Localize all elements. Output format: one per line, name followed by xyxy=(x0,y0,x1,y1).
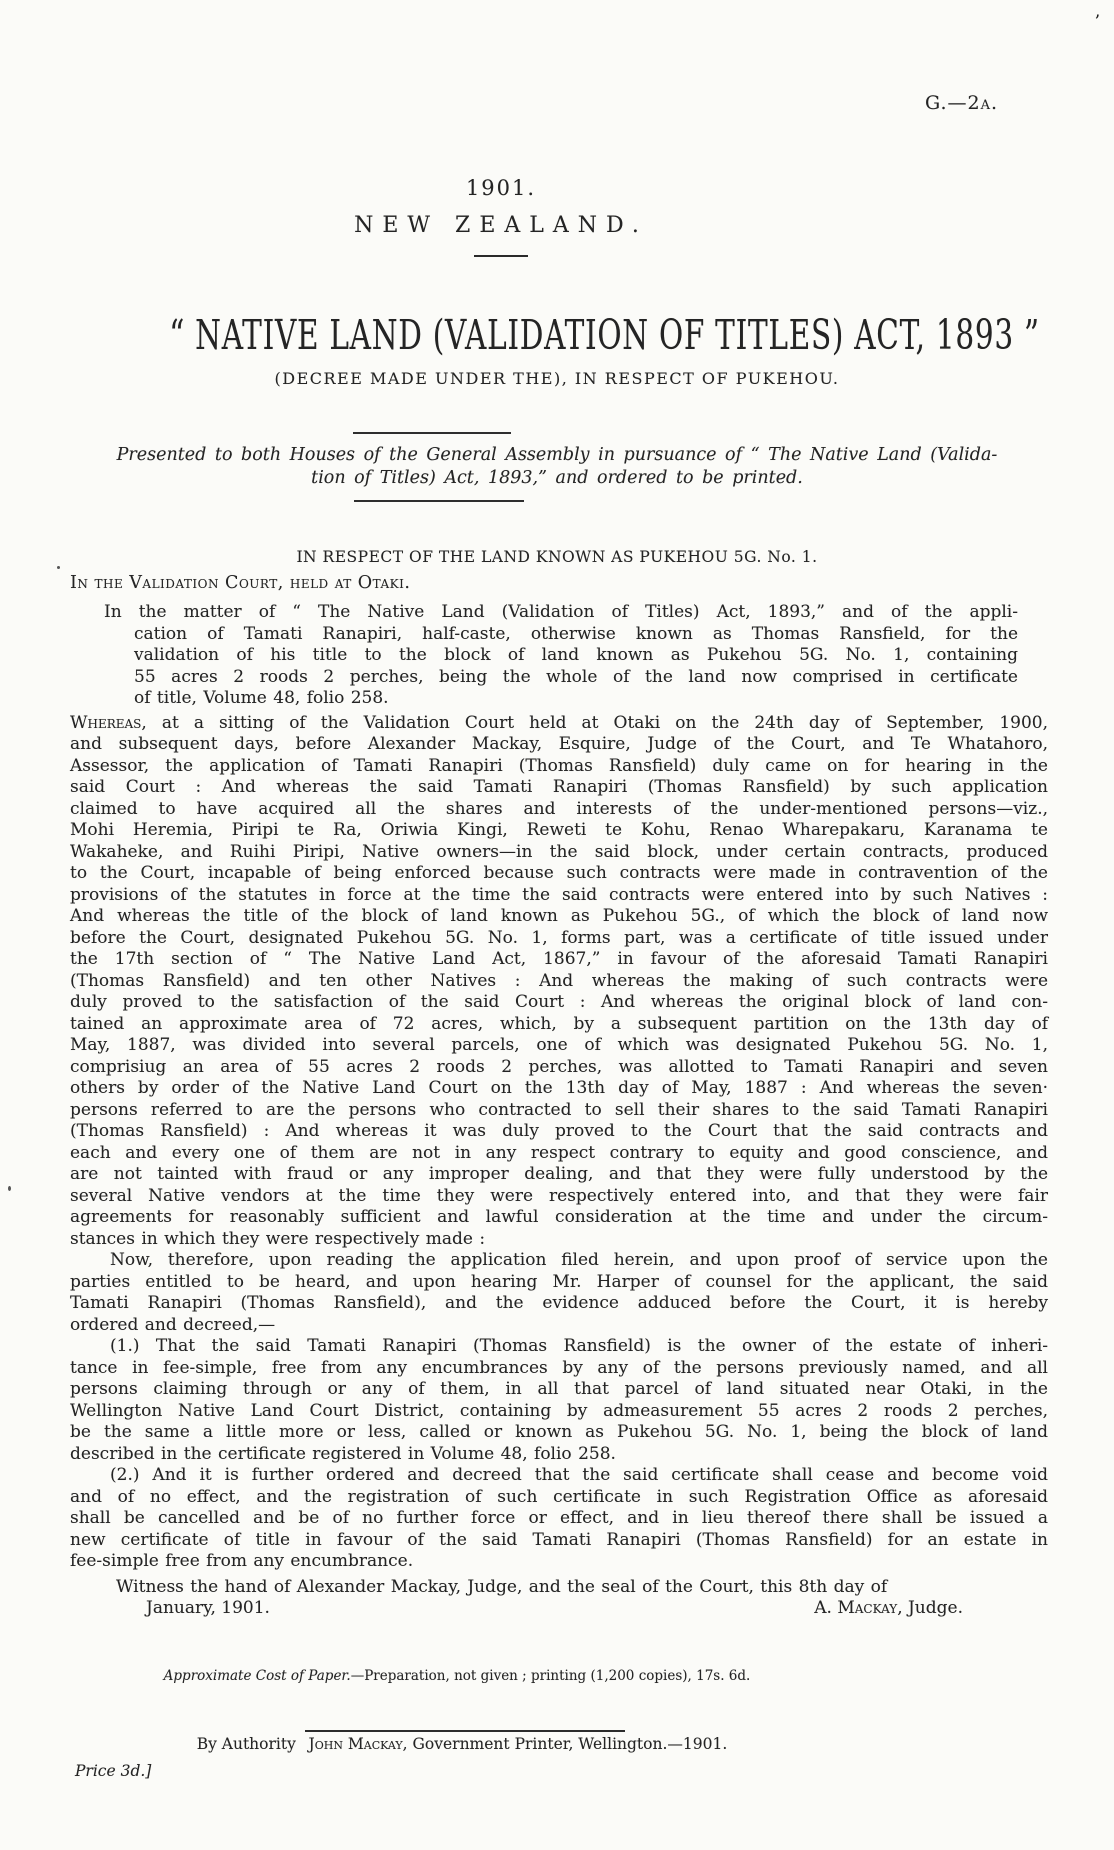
text-line: stances in which they were respectively made : xyxy=(70,1228,486,1249)
decree-2-paragraph xyxy=(70,1465,1048,1573)
divider-rule xyxy=(353,432,511,434)
text-line: duly proved to the satisfaction of the said Court : And whereas the original block of land con- xyxy=(70,992,1048,1012)
text-line: are not tainted with fraud or any improper dealing, and that they were fully understood by the xyxy=(70,1164,1048,1184)
text-line: tained an approximate area of 72 acres, which, by a subsequent partition on the 13th day of xyxy=(70,1013,1048,1034)
text-line: (2.) And it is further ordered and decreed that the said certificate shall cease and become void xyxy=(110,1465,1048,1485)
matter-paragraph xyxy=(104,602,1018,710)
text-line xyxy=(70,713,1048,735)
authority-prefix: By Authority xyxy=(196,1735,309,1753)
whereas-paragraph xyxy=(70,713,1048,1251)
text-line: tance in fee-simple, free from any encumbrances by any of the persons previously named, and all xyxy=(70,1357,1048,1378)
text-run: , at a sitting of the Validation Court held at Otaki on the 24th day of September, 1900, xyxy=(141,712,1048,733)
page-footer xyxy=(0,1668,1114,1753)
witness-clause xyxy=(70,1577,1048,1620)
judge-signature xyxy=(814,1598,963,1620)
text-line: Mohi Heremia, Piripi te Ra, Oriwia Kingi, Reweti te Kohu, Renao Wharepakaru, Karanama te xyxy=(70,820,1048,840)
text-line: persons claiming through or any of them, in all that parcel of land situated near Otaki, in the xyxy=(70,1379,1048,1399)
decree-1-paragraph xyxy=(70,1336,1048,1465)
signature-title: , Judge. xyxy=(897,1598,963,1618)
respect-heading: IN RESPECT OF THE LAND KNOWN AS PUKEHOU 5G. No. 1. xyxy=(296,548,818,566)
scan-speck xyxy=(57,566,60,569)
text-line: the 17th section of “ The Native Land Act, 1867,” in favour of the aforesaid Tamati Ranapiri xyxy=(70,949,1048,969)
text-line: provisions of the statutes in force at the time the said contracts were entered into by such Natives : xyxy=(70,884,1048,905)
masthead xyxy=(0,0,1002,257)
signature-initial: A. xyxy=(814,1598,838,1618)
text-line: (Thomas Ransfield) and ten other Natives : And whereas the making of such contracts were xyxy=(70,970,1048,991)
text-line: said Court : And whereas the said Tamati Ranapiri (Thomas Ransfield) by such application xyxy=(70,777,1048,797)
text-line: agreements for reasonably sufficient and lawful consideration at the time and under the circum- xyxy=(70,1207,1048,1227)
cost-text: —Preparation, not given ; printing (1,200 copies), 17s. 6d. xyxy=(350,1668,751,1684)
document-reference: G.—2a. xyxy=(924,92,998,114)
text-line: Tamati Ranapiri (Thomas Ransfield), and the evidence adduced before the Court, it is hereby xyxy=(70,1293,1048,1313)
court-heading: In the Validation Court, held at Otaki. xyxy=(70,573,411,593)
text-line: Assessor, the application of Tamati Ranapiri (Thomas Ransfield) duly came on for hearing in the xyxy=(70,755,1048,776)
text-line: fee-simple free from any encumbrance. xyxy=(70,1551,414,1571)
text-line: And whereas the title of the block of land known as Pukehou 5G., of which the block of land now xyxy=(70,906,1048,926)
text-line: described in the certificate registered in Volume 48, folio 258. xyxy=(70,1443,616,1464)
scan-speck: ’ xyxy=(1094,12,1100,32)
cost-label: Approximate Cost of Paper. xyxy=(163,1668,351,1684)
authority-imprint xyxy=(0,1735,1019,1753)
now-therefore-paragraph xyxy=(70,1250,1048,1336)
act-title-text: “ NATIVE LAND (VALIDATION OF TITLES) ACT, 1893 ” xyxy=(169,311,1040,359)
text-line: parties entitled to be heard, and upon hearing Mr. Harper of counsel for the applicant, the said xyxy=(70,1271,1048,1292)
price-label: Price 3d.] xyxy=(75,1762,152,1780)
scan-speck xyxy=(8,1186,11,1191)
signature-name: Mackay xyxy=(837,1598,898,1618)
text-line: ordered and decreed,— xyxy=(70,1314,276,1335)
text-line: claimed to have acquired all the shares and interests of the under-mentioned persons—viz., xyxy=(70,798,1048,819)
witness-date: January, 1901. xyxy=(146,1598,270,1618)
text-line: cation of Tamati Ranapiri, half-caste, otherwise known as Thomas Ransfield, for the xyxy=(134,623,1018,644)
year-heading: 1901. xyxy=(465,176,537,200)
divider-rule xyxy=(474,255,528,257)
text-line: (Thomas Ransfield) : And whereas it was duly proved to the Court that the said contracts and xyxy=(70,1121,1048,1141)
document-body xyxy=(70,602,1048,1620)
divider-rule xyxy=(354,500,524,502)
text-line: Wellington Native Land Court District, containing by admeasurement 55 acres 2 roods 2 perches, xyxy=(70,1400,1048,1421)
text-line: and of no effect, and the registration of such certificate in such Registration Office as aforesaid xyxy=(70,1486,1048,1507)
text-line: persons referred to are the persons who contracted to sell their shares to the said Tamati Ranapiri xyxy=(70,1099,1048,1120)
text-line: others by order of the Native Land Court on the 13th day of May, 1887 : And whereas the seven· xyxy=(70,1078,1048,1098)
act-subtitle: (DECREE MADE UNDER THE), IN RESPECT OF PUKEHOU. xyxy=(274,369,840,388)
text-line: Wakaheke, and Ruihi Piripi, Native owners—in the said block, under certain contracts, produced xyxy=(70,841,1048,862)
presented-line: tion of Titles) Act, 1893,” and ordered to be printed. xyxy=(311,468,803,488)
text-line: and subsequent days, before Alexander Mackay, Esquire, Judge of the Court, and Te Whatahoro, xyxy=(70,734,1048,754)
text-line: before the Court, designated Pukehou 5G. No. 1, forms part, was a certificate of title issued under xyxy=(70,927,1048,948)
text-line: Now, therefore, upon reading the application filed herein, and upon proof of service upon the xyxy=(110,1250,1048,1270)
witness-signature-line xyxy=(70,1598,1048,1620)
printer-name: John Mackay xyxy=(308,1735,403,1753)
presented-note xyxy=(0,444,1114,490)
act-title xyxy=(0,311,1069,359)
text-line: comprisiug an area of 55 acres 2 roods 2 perches, was allotted to Tamati Ranapiri and seven xyxy=(70,1056,1048,1077)
presented-line: Presented to both Houses of the General Assembly in pursuance of “ The Native Land (Valida- xyxy=(116,445,998,465)
text-line: In the matter of “ The Native Land (Validation of Titles) Act, 1893,” and of the appli- xyxy=(104,602,1018,622)
text-line: be the same a little more or less, called or known as Pukehou 5G. No. 1, being the block of land xyxy=(70,1422,1048,1442)
text-line: to the Court, incapable of being enforced because such contracts were made in contravention of the xyxy=(70,863,1048,883)
text-line: (1.) That the said Tamati Ranapiri (Thomas Ransfield) is the owner of the estate of inheri- xyxy=(110,1336,1048,1356)
text-line: new certificate of title in favour of the said Tamati Ranapiri (Thomas Ransfield) for an estate in xyxy=(70,1529,1048,1550)
text-line: shall be cancelled and be of no further force or effect, and in lieu thereof there shall be issued a xyxy=(70,1508,1048,1528)
whereas-lead: Whereas xyxy=(70,712,142,733)
text-line: validation of his title to the block of land known as Pukehou 5G. No. 1, containing xyxy=(134,645,1018,665)
text-line: 55 acres 2 roods 2 perches, being the whole of the land now comprised in certificate xyxy=(134,666,1018,687)
country-heading: NEW ZEALAND. xyxy=(354,213,648,238)
text-line: of title, Volume 48, folio 258. xyxy=(134,688,389,708)
authority-suffix: , Government Printer, Wellington.—1901. xyxy=(402,1735,728,1753)
cost-note xyxy=(0,1668,1014,1684)
text-line: several Native vendors at the time they were respectively entered into, and that they were fair xyxy=(70,1185,1048,1206)
divider-rule xyxy=(305,1730,625,1732)
text-line: each and every one of them are not in any respect contrary to equity and good conscience, and xyxy=(70,1142,1048,1163)
text-line: May, 1887, was divided into several parcels, one of which was designated Pukehou 5G. No. 1, xyxy=(70,1035,1048,1055)
witness-line: Witness the hand of Alexander Mackay, Judge, and the seal of the Court, this 8th day of xyxy=(116,1576,888,1597)
